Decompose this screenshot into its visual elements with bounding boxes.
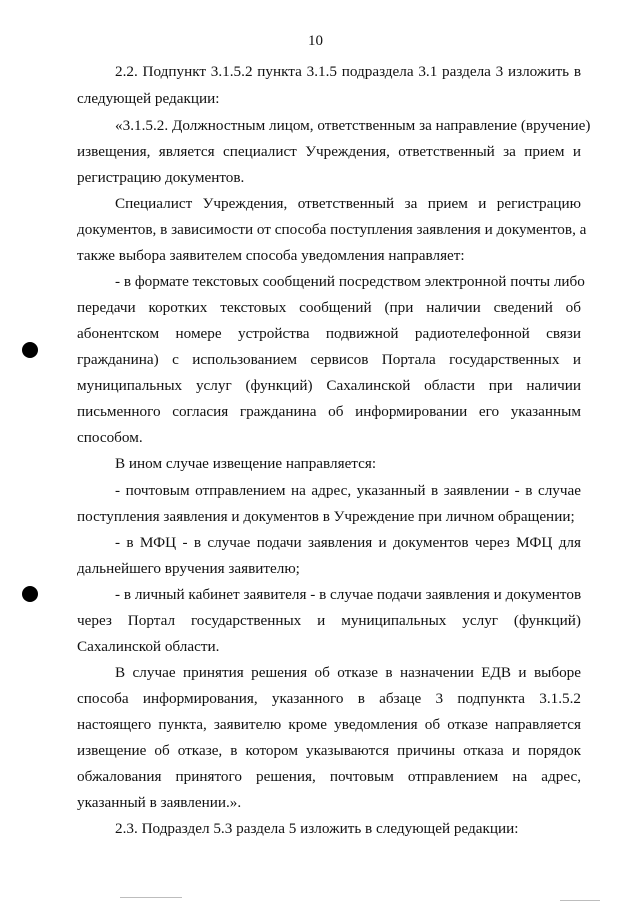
punch-hole-mark bbox=[22, 342, 38, 358]
paragraph-line: В случае принятия решения об отказе в назначении ЕДВ и выборе bbox=[115, 664, 581, 681]
punch-hole-mark bbox=[22, 586, 38, 602]
paragraph-line: - в формате текстовых сообщений посредством электронной почты либо bbox=[115, 273, 585, 290]
paragraph-line: настоящего пункта, заявителю кроме уведомления об отказе направляется bbox=[77, 716, 581, 733]
paragraph-line: - почтовым отправлением на адрес, указанный в заявлении - в случае bbox=[115, 482, 581, 499]
paragraph-line: документов, в зависимости от способа поступления заявления и документов, а bbox=[77, 221, 587, 238]
paragraph-line: 2.3. Подраздел 5.3 раздела 5 изложить в следующей редакции: bbox=[115, 820, 519, 837]
paragraph-line: - в МФЦ - в случае подачи заявления и документов через МФЦ для bbox=[115, 534, 581, 551]
paragraph-line: письменного согласия гражданина об информировании его указанным bbox=[77, 403, 581, 420]
paragraph-line: Специалист Учреждения, ответственный за прием и регистрацию bbox=[115, 195, 581, 212]
paragraph-line: абонентском номере устройства подвижной радиотелефонной связи bbox=[77, 325, 581, 342]
paragraph-line: «3.1.5.2. Должностным лицом, ответственным за направление (вручение) bbox=[115, 117, 591, 134]
paragraph-line: следующей редакции: bbox=[77, 90, 220, 107]
paragraph-line: указанный в заявлении.». bbox=[77, 794, 242, 811]
paragraph-line: В ином случае извещение направляется: bbox=[115, 455, 377, 472]
scan-artifact-line bbox=[560, 900, 600, 901]
paragraph-line: Сахалинской области. bbox=[77, 638, 220, 655]
paragraph-line: способа информирования, указанного в абзаце 3 подпункта 3.1.5.2 bbox=[77, 690, 581, 707]
paragraph-line: поступления заявления и документов в Учреждение при личном обращении; bbox=[77, 508, 575, 525]
paragraph-line: обжалования принятого решения, почтовым отправлением на адрес, bbox=[77, 768, 581, 785]
paragraph-line: муниципальных услуг (функций) Сахалинской области при наличии bbox=[77, 377, 581, 394]
paragraph-line: также выбора заявителем способа уведомления направляет: bbox=[77, 247, 465, 264]
paragraph-line: - в личный кабинет заявителя - в случае подачи заявления и документов bbox=[115, 586, 582, 603]
page-number: 10 bbox=[308, 33, 323, 49]
paragraph-line: извещения, является специалист Учреждения, ответственный за прием и bbox=[77, 143, 581, 160]
paragraph-line: передачи коротких текстовых сообщений (при наличии сведений об bbox=[77, 299, 581, 316]
paragraph-line: дальнейшего вручения заявителю; bbox=[77, 560, 300, 577]
paragraph-line: способом. bbox=[77, 429, 143, 446]
paragraph-line: 2.2. Подпункт 3.1.5.2 пункта 3.1.5 подраздела 3.1 раздела 3 изложить в bbox=[115, 63, 581, 80]
paragraph-line: регистрацию документов. bbox=[77, 169, 245, 186]
paragraph-line: гражданина) с использованием сервисов Портала государственных и bbox=[77, 351, 581, 368]
paragraph-line: извещение об отказе, в котором указываются причины отказа и порядок bbox=[77, 742, 581, 759]
scan-artifact-line bbox=[120, 897, 182, 898]
paragraph-line: через Портал государственных и муниципальных услуг (функций) bbox=[77, 612, 581, 629]
